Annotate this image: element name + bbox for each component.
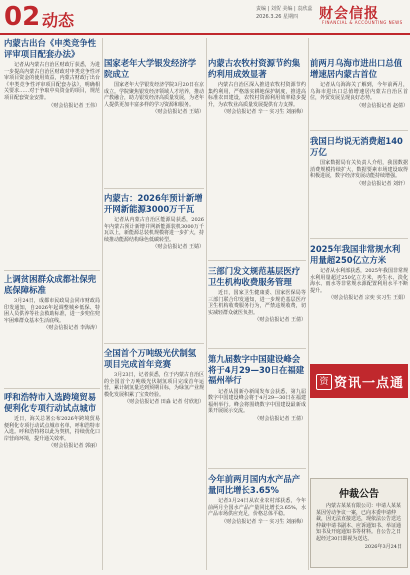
article-separator xyxy=(310,238,408,239)
article-byline: （财会信报记者 辛一 实习生 刘丽梅） xyxy=(221,518,306,525)
article-title: 第九届数字中国建设峰会将于4月29—30日在福建福州举行 xyxy=(208,354,305,385)
article-byline: （财会信报记者 赵倩） xyxy=(356,102,408,109)
article-separator xyxy=(208,468,306,469)
page-header xyxy=(0,0,410,34)
banner-title: 资讯一点通 xyxy=(334,376,405,391)
article-byline: （财会信报记者 宗奕 实习生 王娟） xyxy=(328,295,408,302)
section-number: 02 xyxy=(4,2,41,32)
article-title: 我国日均说无消费超140万亿 xyxy=(310,136,403,157)
date-line: 2026.3.26 星期四 xyxy=(256,14,299,20)
article xyxy=(104,193,204,251)
article xyxy=(208,58,306,116)
article-body: 记者从国新办新闻发布会获悉，第九届数字中国建设峰会将于4月29—30日在福建福州举行。峰会将围绕数字中国建设最新成果开展展示交流。 xyxy=(208,388,306,415)
article-byline: （财会信报记者 王婧） xyxy=(152,109,204,116)
article-title: 内蒙古农牧村资源节约集约利用成效显著 xyxy=(208,58,301,79)
header-meta xyxy=(256,5,312,21)
article-byline: （财会信报记者 田淼 记者 付欣旭） xyxy=(124,399,204,406)
article-separator xyxy=(4,388,100,389)
notice-date: 2026年3月24日 xyxy=(364,543,402,550)
article-body: 内蒙古自治区深入推进农牧村资源节约集约利用，严格落实耕地保护制度，推进高标准农田建设，农牧村资源利用效率稳步提升，为农牧业高质量发展提供有力支撑。 xyxy=(208,82,306,108)
article-byline: （财会信报记者 王倩） xyxy=(254,317,306,324)
article xyxy=(104,348,204,406)
article xyxy=(208,266,306,324)
masthead-logo: 财会信报 xyxy=(319,6,379,22)
article-body: 记者从内蒙古自治区财政厅获悉，为进一步提高内蒙古自治区财政对申类竞争性评审项目资金的使用效益，内蒙古财政厅出台《申类竞争性评审项目配套办法》，明确相关要求……对于争取中央资金的项目，规范项目配套资金安排。 xyxy=(4,62,100,101)
article xyxy=(310,136,408,187)
info-icon: 资 xyxy=(316,374,332,390)
article-byline: （财会信报记者 王伟） xyxy=(48,102,100,109)
article-separator xyxy=(4,270,100,271)
article xyxy=(208,474,306,525)
article-title: 呼和浩特市入选跨境贸易便利化专项行动试点城市 xyxy=(4,392,97,413)
article-title: 上调贫困群众成都社保兜底保障标准 xyxy=(4,274,97,295)
info-banner xyxy=(310,364,408,398)
article xyxy=(104,58,204,116)
article-separator xyxy=(310,130,408,131)
article-body: 3月23日，记者获悉，位于内蒙古自治区的全国首个万吨级光伏制氢项目完成首年运营，累计制氢量达到预期目标，为绿氢产业规模化发展积累了宝贵经验。 xyxy=(104,372,205,398)
article-title: 前两月乌海市进出口总值增速居内蒙古首位 xyxy=(310,58,403,79)
article-body: 近日，国家卫生健康委、国家医保局等三部门联合印发通知，进一步规范基层医疗卫生机构收费服务行为，严禁违规收费，切实减轻群众就医负担。 xyxy=(208,290,306,316)
article-separator xyxy=(208,260,306,261)
arbitration-notice xyxy=(310,478,408,568)
article-body: 国家老年大学银发经济学院3月20日在京成立。学院聚焦银发经济领域人才培养，推动产教融合，助力银发经济高质量发展，为老年人提供更加丰富多样的学习资源和服务。 xyxy=(104,82,205,108)
article-body: 记者从乌海海关了解到，今年前两月，乌海市进出口总值增速居内蒙古自治区首位，外贸发展呈现良好态势。 xyxy=(310,82,408,102)
article-title: 三部门发文规范基层医疗卫生机构收费服务管理 xyxy=(208,266,301,287)
article-title: 国家老年大学银发经济学院成立 xyxy=(104,58,197,79)
article-body: 近日，海关总署公布2026年跨境贸易便利化专项行动试点城市名单，呼和浩特市入选。呼和浩特将以此为契机，持续优化口岸营商环境，提升通关效率。 xyxy=(4,416,100,442)
article-title: 全国首个万吨级光伏制氢项目完成首年竞赛 xyxy=(104,348,197,369)
article-body: 记者从内蒙古自治区能源局获悉，2026年内蒙古预计新增并网新能源装机3000万千瓦以上，新能源总装机规模将进一步扩大，持续推动能源结构绿色低碳转型。 xyxy=(104,217,205,243)
notice-title: 仲裁公告 xyxy=(339,489,379,500)
article-separator xyxy=(104,188,204,189)
article xyxy=(310,244,408,302)
article-body: 记者从水利部获悉，2025年我国非常规水利用量超过250亿立方米，再生水、淡化海水、雨水等非常规水源配置利用水平不断提升。 xyxy=(310,268,408,294)
column-divider xyxy=(206,38,207,570)
section-name: 动态 xyxy=(42,11,75,30)
article-title: 今年前两月国内水产品产量同比增长3.65% xyxy=(208,474,301,495)
article xyxy=(208,354,306,422)
notice-body: 内蒙古某某有限公司：申请人某某某因劳动争议一案，已向本委申请仲裁，因无法直接送达，现依法公告送达仲裁申请书副本、应诉通知书、举证通知书及开庭通知书等材料。自公告之日起经过30日即视为送达。 xyxy=(316,503,402,542)
article-byline: （财会信报记者 王婧） xyxy=(152,244,204,251)
article-byline: （财会信报记者 郭丽） xyxy=(48,443,100,450)
article xyxy=(4,38,100,109)
article-separator xyxy=(104,343,204,344)
column-divider xyxy=(308,38,309,570)
editor-line: 责编 | 刘贺 美编 | 袁欣蕊 xyxy=(256,6,313,12)
article-byline: （财会信报记者 刘轩） xyxy=(356,180,408,187)
article-title: 内蒙古出台《申类竞争性评审项目配套办法》 xyxy=(4,38,97,59)
article-title: 内蒙古：2026年预计新增开网新能源3000万千瓦 xyxy=(104,193,203,214)
article xyxy=(310,58,408,109)
article-byline: （财会信报记者 李海涛） xyxy=(43,325,100,332)
column-divider xyxy=(102,38,103,570)
article xyxy=(4,392,100,450)
header-rule xyxy=(0,33,410,35)
article-separator xyxy=(208,348,306,349)
masthead-english: FINANCIAL & ACCOUNTING NEWS xyxy=(322,20,403,25)
article-byline: （财会信报记者 辛一 实习生 刘丽梅） xyxy=(221,109,306,116)
article xyxy=(4,274,100,332)
article-body: 国家数据局有关负责人介绍，我国数据消费规模持续扩大，数据要素市场建设取得积极进展，数字经济发展动能持续增强。 xyxy=(310,160,408,180)
article-title: 2025年我国非常规水利用量超250亿立方米 xyxy=(310,244,401,265)
article-body: 3月24日，成都市民政局会同市财政局印发通知，自2026年起调整城乡低保、特困人员供养等社会救助标准，进一步兜住兜牢困难群众基本生活底线。 xyxy=(4,298,100,324)
article-body: 记者3月24日从农业农村部获悉，今年前两月全国水产品产量同比增长3.65%，水产品市场供应充足，价格总体平稳。 xyxy=(208,498,306,518)
article-byline: （财会信报记者 王倩） xyxy=(254,415,306,422)
